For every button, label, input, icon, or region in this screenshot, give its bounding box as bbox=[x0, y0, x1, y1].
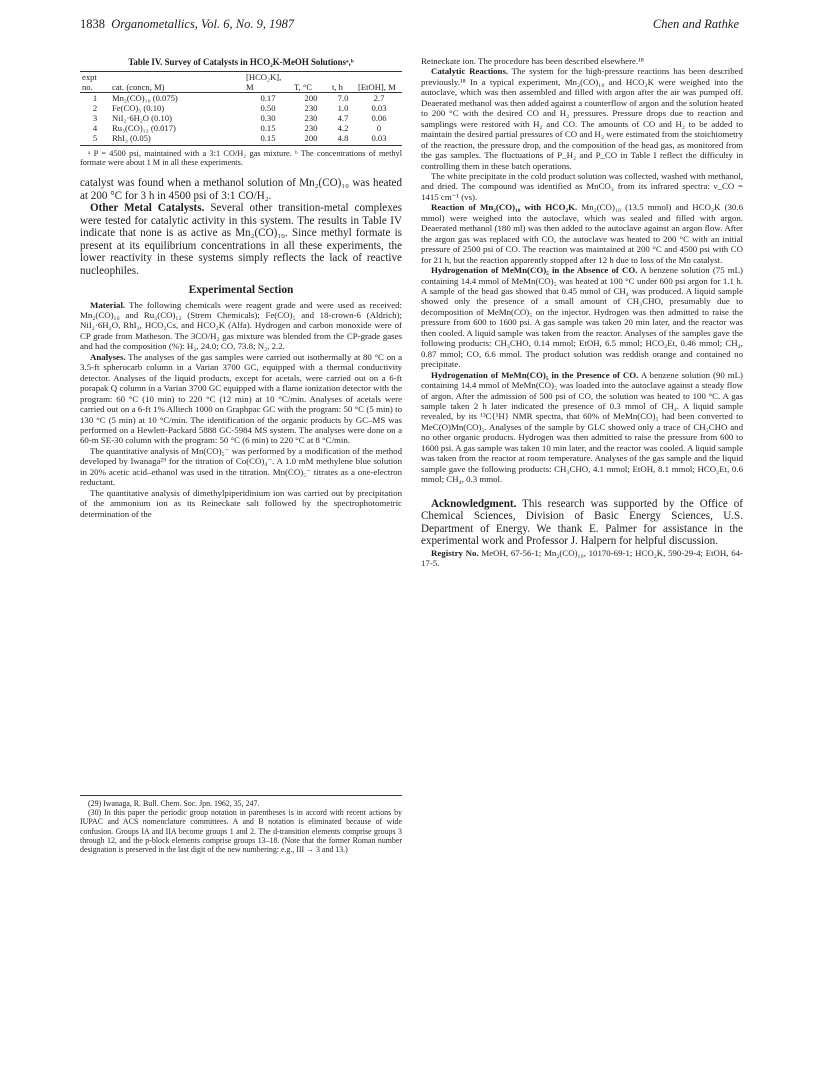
table-cell: 0.06 bbox=[371, 112, 387, 123]
run-in-heading: Acknowledgment. bbox=[431, 497, 517, 510]
paragraph: The quantitative analysis of dimethylpiperidinium ion was carried out by precipitation of the ammonium ion as its Reineckate salt followed by the spectrophotometric determination of the bbox=[80, 487, 402, 519]
paragraph-text: Mn₂(CO)₁₀ (13.5 mmol) and HCO₂K (30.6 mmol) were weighed into the autoclave, which was sealed and filled with argon. Deaerated methanol (180 ml) was then added to the autoclave against an argon flow. After the argon gas was replaced with CO, the autoclave was heated to 200 °C with an initial pressure of 2500 psi of CO. The reaction was maintained at 200 °C and 4500 psi with CO for 21 h, but the reaction apparently stopped after 12 h due to loss of the Mn catalyst. bbox=[421, 202, 743, 265]
left-column bbox=[80, 56, 402, 519]
running-header-authors: Chen and Rathke bbox=[652, 17, 739, 31]
paragraph bbox=[80, 300, 402, 352]
table-row bbox=[80, 103, 402, 113]
table-row bbox=[80, 113, 402, 123]
paragraph bbox=[421, 265, 743, 370]
table-cell: 2.7 bbox=[373, 92, 385, 103]
paragraph-text: MeOH, 67-56-1; Mn₂(CO)₁₀, 10170-69-1; HCO₂K, 590-29-4; EtOH, 64-17-5. bbox=[421, 547, 743, 569]
paragraph bbox=[80, 202, 402, 277]
run-in-heading: Other Metal Catalysts. bbox=[90, 202, 205, 215]
table-cell: 5 bbox=[80, 133, 110, 146]
table-header-time: t, h bbox=[330, 71, 356, 92]
paragraph-text: This research was supported by the Office of Chemical Sciences, Division of Basic Energy Sciences, U.S. Department of Energy. We thank E. Palmer for assistance in the experimental work and Professor J. Halpern for helpful discussion. bbox=[421, 497, 743, 548]
paragraph bbox=[80, 352, 402, 446]
table-cell: 0.30 bbox=[260, 112, 276, 123]
paragraph: The white precipitate in the cold product solution was collected, washed with methanol, and dried. The compound was identified as MnCO₃ from its infrared spectra: ν_CO = 1415 cm⁻¹ (vs). bbox=[421, 170, 743, 202]
table-footnote: ᵃ P = 4500 psi, maintained with a 3:1 CO/H₂ gas mixture. ᵇ The concentrations of methyl formate were about 1 M in all these experiments. bbox=[80, 148, 402, 168]
paragraph bbox=[421, 66, 743, 171]
table-cell: 0.03 bbox=[356, 133, 402, 146]
table-cell: 200 bbox=[304, 92, 318, 103]
run-in-heading: Analyses. bbox=[90, 351, 126, 362]
section-title: Experimental Section bbox=[188, 284, 294, 297]
table-header-temp: T, °C bbox=[292, 71, 330, 92]
paragraph-text: The system for the high-pressure reactions has been described previously.¹⁸ In a typical experiment, Mn₂(CO)₁₀ and HCO₂K were weighed into the autoclave, which was then assembled and filled with argon after the air was pumped off. Deaerated methanol was then added against a counterflow of argon and the solution heated to 200 °C with the desired CO and H₂ pressures. Pressure drops due to reaction and samplings were restored with H₂ and CO. The amounts of CO and H₂ to be added to maintain the desired partial pressures of CO and H₂ were estimated from the stoichiometry of the reaction, the pressure drop, and the composition of the head gas, as monitored from the gas samples. The fluctuations of P_H₂ and P_CO in Table I reflect the difficulty in controlling them in these batch operations. bbox=[421, 66, 743, 171]
footnote-30: (30) In this paper the periodic group notation in parentheses is in accord with recent actions by IUPAC and ACS nomenclature committees. A and B notation is eliminated because of wide confusion. Groups IA and IIA become groups 1 and 2. The d-transition elements comprise groups 3 through 12, and the p-block elements comprise groups 13–18. (Note that the former Roman number designation is preserved in the last digit of the new numbering: e.g., III → 3 and 13.) bbox=[80, 808, 402, 855]
table-cell: Fe(CO)₅ (0.10) bbox=[112, 102, 165, 113]
paragraph-text: Several other transition-metal complexes were tested for catalytic activity in this system. The results in Table IV indicate that none is as active as Mn₂(CO)₁₀. Since methyl formate is present at its equilibrium concentrations in all these experiments, the lower reactivity in these systems simply reflects the lack of reactive nucleophiles. bbox=[80, 202, 402, 277]
table-title: Table IV. Survey of Catalysts in HCO₂K-MeOH Solutionsᵃ,ᵇ bbox=[128, 57, 354, 67]
footnote-divider bbox=[80, 795, 402, 796]
paragraph bbox=[421, 370, 743, 485]
run-in-heading: Reaction of Mn₂(CO)₁₀ with HCO₂K. bbox=[431, 202, 578, 213]
paragraph bbox=[421, 498, 743, 548]
run-in-heading: Hydrogenation of MeMn(CO)₅ in the Absence of CO. bbox=[431, 265, 638, 276]
paragraph-text: A benzene solution (75 mL) containing 14.4 mmol of MeMn(CO)₅ was heated at 100 °C under 600 psi argon for 1.1 h. A sample of the head gas showed that 0.45 mmol of CH₄ was produced. A liquid sample showed only the presence of a small amount of CH₃CHO, presumably due to decomposition of MeMn(CO)₅ on the injector. Hydrogen was then admitted to raise the pressure from 600 to 1600 psi. A gas sample was taken 20 min later, and the reactor was then cooled. A liquid sample was taken from the reactor. Analyses of the samples gave the following products: CH₃CHO, 0.14 mmol; EtOH, 6.5 mmol; HCO₂Et, 0.46 mmol; CH₄, 0.87 mmol; CO, 6.6 mmol. The product solution was reddish orange and contained no precipitate. bbox=[421, 265, 743, 370]
table-cell: 0.17 bbox=[260, 92, 276, 103]
acknowledgment bbox=[421, 498, 743, 548]
table-cell: 2 bbox=[92, 102, 98, 113]
table-cell: 230 bbox=[304, 112, 318, 123]
table-cell: 230 bbox=[304, 122, 318, 133]
paragraph-text: A benzene solution (90 mL) containing 14.4 mmol of MeMn(CO)₅ was loaded into the autoclave against a steady flow of argon. After the admission of 500 psi of CO, the solution was heated to 100 °C. A gas sample taken 2 h later indicated the presence of 0.3 mmol of CH₄. A liquid sample revealed, by its ¹³C{¹H} NMR spectra, that 60% of MeMn(CO)₅ had been converted to MeC(O)Mn(CO)₅. Analyses of the sample by GLC showed only a trace of CH₃CHO and no other organic products. Hydrogen was then admitted to raise the pressure from 600 to 1600 psi. A gas sample was taken 10 min later, and the reactor was cooled. A liquid sample was taken from the reactor at room temperature. Analyses of the gas sample and the liquid sample gave the following products: CH₃CHO, 4.1 mmol; EtOH, 8.1 mmol; HCO₂Et, 0.6 mmol; CH₄, 0.3 mmol. bbox=[421, 369, 743, 485]
paragraph-text: The analyses of the gas samples were carried out isothermally at 80 °C on a 3.5-ft spherocarb column in a Varian 3700 GC, equipped with a thermal conductivity detector. Analyses of the liquid products, except for acetals, were carried out on a 6-ft porapak Q column in a Varian 3700 GC equipped with a flame ionization detector with the program: 60 °C (10 min) to 220 °C (12 min) at 10 °C/min. Analyses of acetals were carried out on a 6-ft 1% Alltech 1000 on Graphpac GC with the program: 50 °C (5 min) to 130 °C (5 min) at 10 °C/min. The identification of the organic products by GC–MS was performed on a Hewlett-Packard 5888 GC-5984 MS system. The analyses were done on a 60-m SE-30 column with the program: 50 °C (6 min) to 220 °C at 8 °C/min. bbox=[80, 351, 402, 446]
table-cell: 4 bbox=[92, 122, 98, 133]
run-in-heading: Hydrogenation of MeMn(CO)₅ in the Presence of CO. bbox=[431, 369, 639, 380]
table-cell: NiI₂·6H₂O (0.10) bbox=[112, 112, 172, 123]
table-cell: 230 bbox=[304, 102, 318, 113]
table-row bbox=[80, 133, 402, 146]
table-cell: 1.0 bbox=[337, 102, 349, 113]
page-number: 1838 bbox=[80, 17, 105, 31]
journal-citation: Organometallics, Vol. 6, No. 9, 1987 bbox=[111, 17, 295, 31]
table-cell: 4.2 bbox=[337, 122, 349, 133]
results-text bbox=[80, 177, 402, 277]
run-in-heading: Material. bbox=[90, 299, 126, 310]
table-cell: 3 bbox=[92, 112, 98, 123]
table-row bbox=[80, 123, 402, 133]
registry-numbers bbox=[421, 548, 743, 569]
table-cell: 7.0 bbox=[337, 92, 349, 103]
table-cell: Ru₃(CO)₁₂ (0.017) bbox=[112, 122, 176, 133]
footnote-29: (29) Iwanaga, R. Bull. Chem. Soc. Jpn. 1962, 35, 247. bbox=[88, 799, 260, 808]
table-cell: 0 bbox=[376, 122, 382, 133]
catalyst-table bbox=[80, 71, 402, 146]
table-cell: 0.03 bbox=[371, 102, 387, 113]
paragraph: catalyst was found when a methanol solution of Mn₂(CO)₁₀ was heated at 200 °C for 3 h in 4500 psi of 3:1 CO/H₂. bbox=[80, 177, 402, 202]
table-cell: RhI₃ (0.05) bbox=[110, 133, 244, 146]
paragraph bbox=[421, 202, 743, 265]
right-column bbox=[421, 56, 743, 569]
table-cell: 0.15 bbox=[260, 122, 276, 133]
table-row bbox=[80, 92, 402, 103]
footnotes bbox=[80, 799, 402, 854]
table-header-expt: expt no. bbox=[80, 71, 110, 92]
run-in-heading: Catalytic Reactions. bbox=[431, 66, 509, 77]
table-cell: 1 bbox=[92, 92, 98, 103]
paragraph-text: The following chemicals were reagent grade and were used as received: Mn₂(CO)₁₀ and Ru₃(CO)₁₂ (Strem Chemicals); Fe(CO)₅ and 18-crown-6 (Aldrich); NiI₂·6H₂O, RhI₃, HCO₂Cs, and HCO₂K (Alfa). Hydrogen and carbon monoxide were of CP grade from Matheson. The 3CO/H₂ gas mixture was blended from the CP-grade gases and had the composition (%): H₂, 24.0; CO, 73.8; N₂, 2.2. bbox=[80, 299, 402, 352]
table-header-cat: cat. (concn, M) bbox=[110, 71, 244, 92]
run-in-heading: Registry No. bbox=[431, 547, 479, 558]
paragraph: The quantitative analysis of Mn(CO)₅⁻ was performed by a modification of the method developed by Iwanaga²⁹ for the titration of Co(CO)₄⁻. A 1.0 mM methylene blue solution in 20% acetic acid–ethanol was used in the titration. Mn(CO)₅⁻ titrates as a one-electron reductant. bbox=[80, 445, 402, 488]
table-cell: 0.15 bbox=[244, 133, 292, 146]
table-cell: 0.50 bbox=[260, 102, 276, 113]
table-cell: 200 bbox=[292, 133, 330, 146]
running-header-left bbox=[80, 17, 294, 32]
table-cell: Mn₂(CO)₁₀ (0.075) bbox=[112, 92, 178, 103]
table-header-hco2k: [HCO₂K], M bbox=[244, 71, 292, 92]
paragraph: Reineckate ion. The procedure has been described elsewhere.¹⁸ bbox=[421, 56, 644, 66]
table-cell: 4.8 bbox=[330, 133, 356, 146]
table-cell: 4.7 bbox=[337, 112, 349, 123]
table-header-etoh: [EtOH], M bbox=[356, 71, 402, 92]
